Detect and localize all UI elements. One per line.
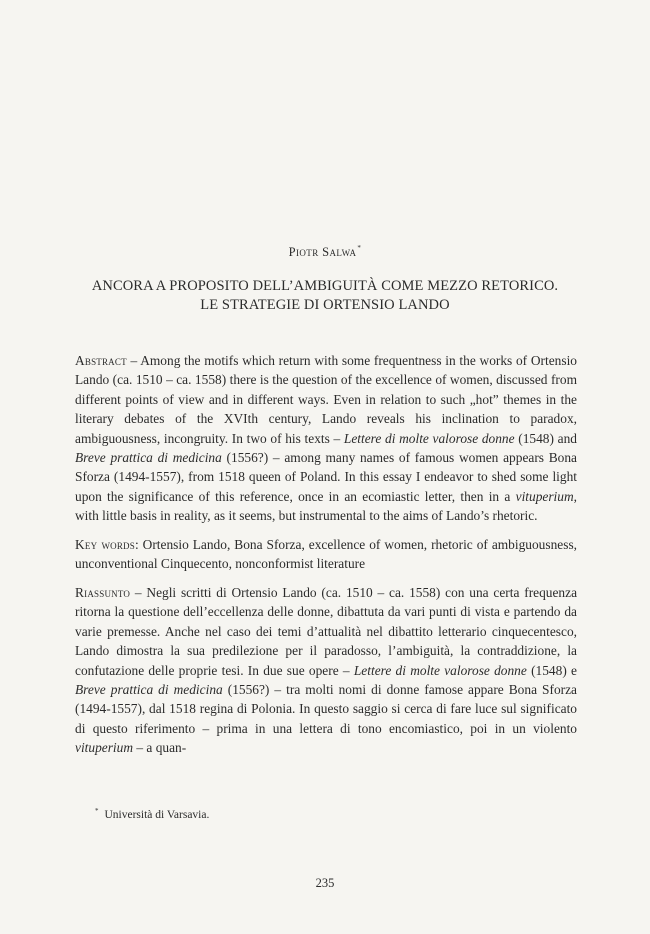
keywords-label: Key words xyxy=(75,537,135,552)
abstract-paragraph xyxy=(75,351,577,526)
abstract-text-1: Among the motifs which return with some frequentness in the works of Ortensio Lando (ca. 1510 – ca. 1558) there is the question of the excellence of women, discussed from different points of view and in different ways. Even in relation to such „hot” themes in the literary debates of the XVIth century, Lando reveals his inclination to paradox, ambiguousness, incongruity. In two of his texts – xyxy=(75,353,577,446)
abstract-dash: – xyxy=(126,353,141,368)
author-name-text: Piotr Salwa xyxy=(288,245,357,259)
abstract-text-3: (1556?) – among many names of famous women appears Bona Sforza (1494-1557), from 1518 queen of Poland. In this essay I endeavor to shed some light upon the significance of this reference, once in an ecomiastic letter, then in a xyxy=(75,450,577,504)
riassunto-italic-title-2: Breve prattica di medicina xyxy=(75,682,223,698)
riassunto-text-2: (1548) e xyxy=(526,662,577,678)
riassunto-text-1: Negli scritti di Ortensio Lando (ca. 1510 – ca. 1558) con una certa frequenza ritorna la questione dell’eccellenza delle donne, dibattuta da vari punti di vista e partendo da varie premesse. Anche nel caso dei temi d’attualità nel dibattito letterario cinquecentesco, Lando dimostra la sua predilezione per il paradosso, l’ambiguità, la contraddizione, la confutazione delle proprie tesi. In due sue opere – xyxy=(75,585,578,678)
footnote xyxy=(95,807,209,821)
riassunto-italic-title-1: Lettere di molte valorose donne xyxy=(353,662,527,678)
author-name xyxy=(0,244,650,260)
title-line-1: ANCORA A PROPOSITO DELL’AMBIGUITÀ COME MEZZO RETORICO. xyxy=(91,278,559,294)
keywords-paragraph xyxy=(75,535,577,574)
abstract-text-4: , with little basis in reality, as it seems, but instrumental to the aims of Lando’s rhetoric. xyxy=(75,488,577,524)
page-number: 235 xyxy=(315,876,335,890)
title-line-2: LE STRATEGIE DI ORTENSIO LANDO xyxy=(200,297,450,313)
riassunto-label: Riassunto xyxy=(75,585,131,600)
abstract-italic-title-1: Lettere di molte valorose donne xyxy=(343,430,515,446)
article-title xyxy=(60,277,590,315)
abstract-italic-title-2: Breve prattica di medicina xyxy=(75,450,222,466)
footnote-text: Università di Varsavia. xyxy=(104,809,210,821)
riassunto-paragraph xyxy=(75,583,577,758)
abstract-italic-term: vituperium xyxy=(515,488,574,504)
riassunto-text-3: (1556?) – tra molti nomi di donne famose appare Bona Sforza (1494-1557), dal 1518 regina di Polonia. In questo saggio si cerca di fare luce sul significato di questo riferimento – prima in una lettera di tono encomiastico, poi in un violento xyxy=(75,682,577,736)
author-footnote-mark: * xyxy=(357,244,362,252)
riassunto-dash: – xyxy=(130,585,147,600)
riassunto-text-4: – a quan- xyxy=(133,740,187,756)
footnote-mark: * xyxy=(95,807,99,815)
abstract-label: Abstract xyxy=(75,353,127,368)
keywords-text: : Ortensio Lando, Bona Sforza, excellence of women, rhetoric of ambiguousness, unconventional Cinquecento, nonconformist literature xyxy=(75,537,577,572)
riassunto-italic-term: vituperium xyxy=(75,740,134,756)
abstract-text-2: (1548) and xyxy=(514,430,577,446)
